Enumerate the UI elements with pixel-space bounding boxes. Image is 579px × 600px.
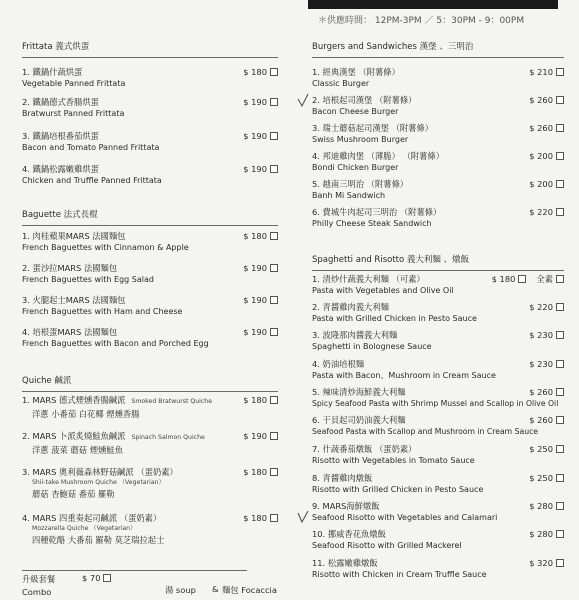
- item-name-en: Spaghetti in Bolognese Sauce: [312, 342, 432, 351]
- menu-item: [312, 206, 564, 230]
- item-price: $ 220: [529, 301, 564, 313]
- combo-label-en: Combo: [22, 587, 52, 597]
- menu-item: [312, 273, 564, 297]
- item-price: $ 250: [529, 443, 564, 455]
- menu-item: [22, 466, 278, 500]
- menu-item: [312, 150, 564, 174]
- menu-item: [22, 394, 278, 420]
- menu-item: [312, 301, 564, 325]
- order-checkbox[interactable]: [270, 328, 278, 336]
- menu-item: [22, 262, 278, 286]
- item-name-zh: 1. MARS 德式煙燻香腸鹹派 Smoked Bratwurst Quiche: [22, 395, 213, 405]
- item-name-en: Bacon Cheese Burger: [312, 107, 399, 116]
- menu-item: [22, 294, 278, 318]
- combo-rule: [22, 570, 247, 571]
- item-price: $ 320: [529, 557, 564, 569]
- item-name-en: Vegetable Panned Frittata: [22, 79, 126, 88]
- item-name-en: Chicken and Truffle Panned Frittata: [22, 176, 162, 185]
- item-price: $ 190: [243, 163, 278, 175]
- order-checkbox[interactable]: [270, 396, 278, 404]
- combo-price: $ 70: [82, 573, 111, 583]
- item-name-en: Bacon and Tomato Panned Frittata: [22, 143, 160, 152]
- item-name-en: Risotto with Vegetables in Tomato Sauce: [312, 456, 475, 465]
- order-checkbox[interactable]: [270, 264, 278, 272]
- item-name-en: Seafood Risotto with Grilled Mackerel: [312, 541, 462, 550]
- menu-item: [312, 557, 564, 581]
- order-checkbox[interactable]: [518, 275, 526, 283]
- item-name-en: Risotto with Grilled Chicken in Pesto Sauce: [312, 485, 484, 494]
- item-ingredients: 四種乾酪 大番茄 羅勒 莫芝瑞拉起士: [32, 535, 165, 545]
- item-price: $ 200: [529, 178, 564, 190]
- item-price: $ 180: [243, 466, 278, 478]
- item-name-zh: 2. 鐵鍋德式香腸烘蛋: [22, 97, 99, 107]
- combo-soup: 湯 soup: [165, 585, 196, 595]
- menu-item: [22, 66, 278, 90]
- section-burgers-sandwiches: [312, 40, 564, 228]
- item-name-zh: 3. 鐵鍋培根番茄烘蛋: [22, 131, 99, 141]
- menu-item: [22, 430, 278, 456]
- order-checkbox[interactable]: [270, 68, 278, 76]
- item-price: $ 260: [529, 414, 564, 426]
- order-checkbox[interactable]: [270, 514, 278, 522]
- order-checkbox[interactable]: [270, 232, 278, 240]
- item-name-zh: 1. 鐵鍋什蔬烘蛋: [22, 67, 83, 77]
- item-name-en: French Baguettes with Egg Salad: [22, 275, 154, 284]
- item-price: $ 180 全素: [492, 273, 564, 285]
- item-ingredients: 蘑菇 杏鮑菇 番茄 羅勒: [32, 489, 115, 499]
- item-name-en: Pasta with Vegetables and Olive Oil: [312, 286, 454, 295]
- order-checkbox[interactable]: [270, 132, 278, 140]
- item-name-en: Risotto with Chicken in Cream Truffle Sauce: [312, 570, 487, 579]
- item-name-en: Shii-take Mushroom Quiche （Vegetarian）: [32, 479, 165, 486]
- item-name-en: Bratwurst Panned Frittata: [22, 109, 125, 118]
- order-checkbox[interactable]: [556, 303, 564, 311]
- item-name-zh: 5. 辣味清炒海鮮義大利麵: [312, 387, 406, 397]
- item-name-en: Spicy Seafood Pasta with Shrimp Mussel and Scallop in Olive Oil: [312, 399, 559, 408]
- menu-item: [312, 443, 564, 467]
- item-name-zh: 1. 清炒什蔬義大利麵 （可素）: [312, 274, 425, 284]
- combo-label-zh: 升級套餐: [22, 574, 56, 584]
- item-price: $ 190: [243, 96, 278, 108]
- menu-item: [312, 122, 564, 146]
- item-name-zh: 4. 奶油培根麵: [312, 359, 365, 369]
- item-price: $ 260: [529, 94, 564, 106]
- menu-item: [22, 326, 278, 350]
- item-name-zh: 4. 邦迪雞肉堡 （薄脆） （附薯條）: [312, 151, 444, 161]
- combo-bread: 麵包 Focaccia: [222, 585, 277, 595]
- item-price: $ 180: [243, 230, 278, 242]
- item-name-zh: 3. 波隆那肉醬義大利麵: [312, 330, 398, 340]
- menu-item: [312, 358, 564, 382]
- menu-item: [22, 96, 278, 120]
- item-name-zh: 3. 火腿起士MARS 法國麵包: [22, 295, 126, 305]
- order-checkbox[interactable]: [556, 530, 564, 538]
- menu-item: [312, 500, 564, 524]
- item-price: $ 190: [243, 294, 278, 306]
- item-name-zh: 9. MARS海鮮燉飯: [312, 501, 380, 511]
- menu-item: [312, 94, 564, 118]
- order-checkbox[interactable]: [556, 152, 564, 160]
- item-name-zh: 4. 鐵鍋松露嫩雞烘蛋: [22, 164, 99, 174]
- menu-item: [312, 386, 564, 410]
- menu-item: [22, 163, 278, 187]
- item-name-en: Smoked Bratwurst Quiche: [131, 398, 213, 405]
- item-price: $ 190: [243, 262, 278, 274]
- vegan-option-label: 全素: [536, 274, 553, 284]
- item-price: $ 260: [529, 386, 564, 398]
- item-price: $ 190: [243, 326, 278, 338]
- order-checkbox[interactable]: [556, 208, 564, 216]
- section-frittata: [22, 40, 278, 185]
- vegan-checkbox[interactable]: [556, 275, 564, 283]
- order-checkbox[interactable]: [270, 468, 278, 476]
- menu-item: [22, 130, 278, 154]
- section-title: Burgers and Sandwiches 漢堡 、三明治: [312, 40, 564, 58]
- item-price: $ 230: [529, 358, 564, 370]
- item-name-zh: 2. 青醬雞肉義大利麵: [312, 302, 389, 312]
- menu-item: [312, 66, 564, 90]
- section-quiche: [22, 374, 278, 545]
- item-name-zh: 11. 松露嫩雞燉飯: [312, 558, 378, 568]
- order-checkbox[interactable]: [556, 180, 564, 188]
- item-name-zh: 4. 培根蛋MARS 法國麵包: [22, 327, 118, 337]
- item-price: $ 280: [529, 528, 564, 540]
- item-name-zh: 5. 越南三明治 （附薯條）: [312, 179, 409, 189]
- item-name-en: Philly Cheese Steak Sandwich: [312, 219, 432, 228]
- item-name-zh: 3. MARS 奧利薇森林野菇鹹派 （蛋奶素）: [22, 467, 178, 477]
- combo-upgrade: [22, 570, 282, 600]
- handwritten-check-icon: [296, 92, 310, 108]
- menu-item: [312, 528, 564, 552]
- section-baguette: [22, 208, 278, 348]
- header-black-bar: [308, 0, 558, 9]
- order-checkbox[interactable]: [556, 96, 564, 104]
- item-price: $ 210: [529, 66, 564, 78]
- order-checkbox[interactable]: [556, 68, 564, 76]
- section-title: Frittata 義式烘蛋: [22, 40, 278, 58]
- order-checkbox[interactable]: [556, 124, 564, 132]
- item-name-en: Mozzarella Quiche （Vegetarian）: [32, 525, 137, 532]
- item-name-en: Seafood Pasta with Scallop and Mushroom in Cream Sauce: [312, 427, 539, 436]
- item-price: $ 250: [529, 472, 564, 484]
- order-checkbox[interactable]: [556, 474, 564, 482]
- item-name-zh: 4. MARS 四重奏起司鹹派 （蛋奶素）: [22, 513, 162, 523]
- section-spaghetti-risotto: [312, 253, 564, 579]
- item-name-zh: 1. 肉桂蘋果MARS 法國麵包: [22, 231, 126, 241]
- item-name-en: Banh Mi Sandwich: [312, 191, 386, 200]
- item-name-en: Seafood Risotto with Vegetables and Calamari: [312, 513, 498, 522]
- item-price: $ 260: [529, 122, 564, 134]
- item-name-en: Spinach Salmon Quiche: [131, 434, 205, 441]
- item-name-zh: 6. 干貝起司奶油義大利麵: [312, 415, 406, 425]
- item-name-zh: 1. 經典漢堡 （附薯條）: [312, 67, 400, 77]
- menu-item: [22, 512, 278, 546]
- item-price: $ 230: [529, 329, 564, 341]
- item-name-en: Bondi Chicken Burger: [312, 163, 399, 172]
- item-name-zh: 2. 蛋沙拉MARS 法國麵包: [22, 263, 118, 273]
- item-ingredients: 洋蔥 菠菜 蘑菇 煙燻鮭魚: [32, 445, 123, 455]
- order-checkbox[interactable]: [556, 331, 564, 339]
- item-price: $ 280: [529, 500, 564, 512]
- item-name-en: French Baguettes with Cinnamon & Apple: [22, 243, 189, 252]
- section-title: Baguette 法式長棍: [22, 208, 278, 226]
- item-name-en: French Baguettes with Ham and Cheese: [22, 307, 183, 316]
- menu-item: [312, 472, 564, 496]
- order-checkbox[interactable]: [270, 165, 278, 173]
- item-ingredients: 洋蔥 小番茄 白花椰 煙燻香腸: [32, 409, 140, 419]
- menu-item: [312, 178, 564, 202]
- item-name-zh: 2. MARS 卜派炙燒鮭魚鹹派 Spinach Salmon Quiche: [22, 431, 205, 441]
- serving-hours: ＊供應時間： 12PM-3PM ／ 5：30PM - 9：00PM: [318, 16, 525, 26]
- item-price: $ 180: [243, 66, 278, 78]
- order-checkbox[interactable]: [556, 388, 564, 396]
- handwritten-check-icon: [296, 508, 310, 524]
- item-name-zh: 2. 培根起司漢堡 （附薯條）: [312, 95, 417, 105]
- menu-item: [312, 414, 564, 438]
- combo-and: &: [212, 584, 219, 594]
- item-name-zh: 3. 瑞士蘑菇起司漢堡 （附薯條）: [312, 123, 434, 133]
- order-checkbox[interactable]: [556, 502, 564, 510]
- menu-item: [22, 230, 278, 254]
- item-name-en: Swiss Mushroom Burger: [312, 135, 409, 144]
- item-price: $ 200: [529, 150, 564, 162]
- order-checkbox[interactable]: [556, 360, 564, 368]
- item-price: $ 180: [243, 394, 278, 406]
- section-title: Quiche 鹹派: [22, 374, 278, 392]
- item-name-zh: 7. 什蔬番茄燉飯 （蛋奶素）: [312, 444, 417, 454]
- item-price: $ 180: [243, 512, 278, 524]
- order-checkbox[interactable]: [270, 98, 278, 106]
- item-price: $ 190: [243, 130, 278, 142]
- item-price: $ 190: [243, 430, 278, 442]
- item-name-en: Pasta with Bacon、Mushroom in Cream Sauce: [312, 371, 496, 380]
- order-checkbox[interactable]: [556, 559, 564, 567]
- item-name-zh: 6. 費城牛肉起司三明治 （附薯條）: [312, 207, 442, 217]
- order-checkbox[interactable]: [556, 416, 564, 424]
- order-checkbox[interactable]: [556, 445, 564, 453]
- order-checkbox[interactable]: [270, 432, 278, 440]
- order-checkbox[interactable]: [270, 296, 278, 304]
- combo-checkbox[interactable]: [103, 574, 111, 582]
- item-price: $ 220: [529, 206, 564, 218]
- item-name-en: Classic Burger: [312, 79, 370, 88]
- item-name-zh: 8. 青醬雞肉燉飯: [312, 473, 373, 483]
- menu-item: [312, 329, 564, 353]
- section-title: Spaghetti and Risotto 義大利麵 、燉飯: [312, 253, 564, 271]
- item-name-zh: 10. 挪威香花魚燉飯: [312, 529, 386, 539]
- item-name-en: French Baguettes with Bacon and Porched Egg: [22, 339, 209, 348]
- item-name-en: Pasta with Grilled Chicken in Pesto Sauce: [312, 314, 477, 323]
